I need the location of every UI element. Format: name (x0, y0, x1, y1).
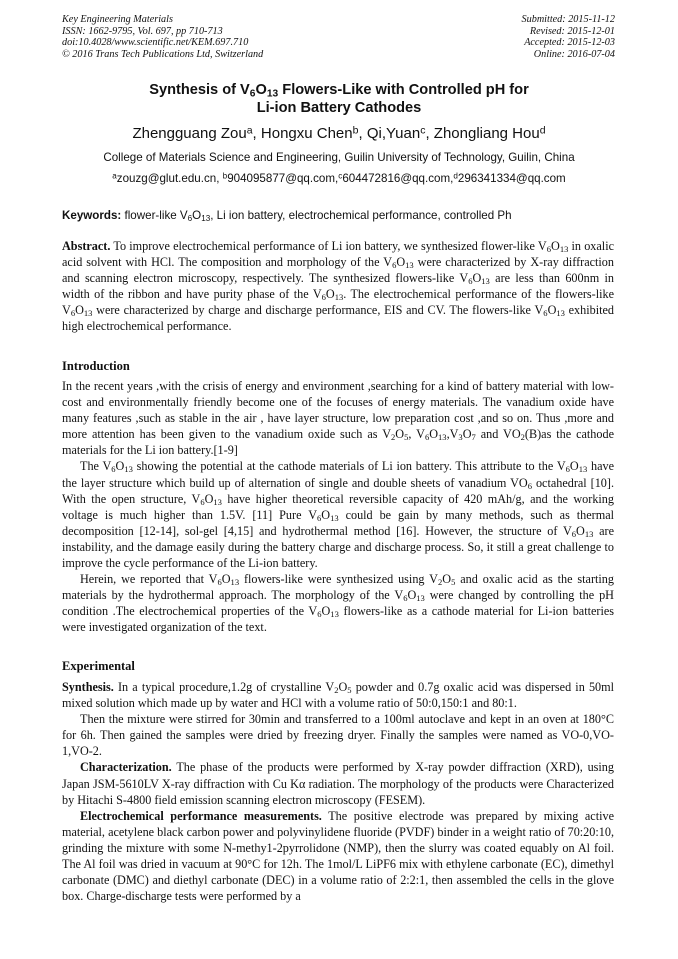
introduction-heading: Introduction (62, 359, 130, 373)
email[interactable]: $^c$604472816@qq.com, (338, 171, 454, 185)
abstract-text: To improve electrochemical performance of Li ion battery, we synthesized flower-like $V_6O_{13}$ in oxalic acid solvent with HCl. The composition and morphology of the $V_6O_{13}$ were characterized by X-ray diffraction and scanning electron microscopy, respectively. The synthesized flowers-like $V_6O_{13}$ are less than 600nm in width of the ribbon and have purity phase of the $V_6O_{13}$. The electrochemical performance of the flowers-like $V_6O_{13}$ were characterized by charge and discharge performance, EIS and CV. The flowers-like $V_6O_{13}$ exhibited high electrochemical performance. (62, 239, 614, 334)
synthesis-paragraph-2: Then the mixture were stirred for 30min and transferred to a 100ml autoclave and kept in an oven at 180°C for 6h. Then gained the samples were dried by freezing dryer. Finally the samples were named as VO-0,VO-1,VO-2. (62, 712, 614, 759)
intro-paragraph: In the recent years ,with the crisis of energy and environment ,searching for a kind of battery material with low-cost and environmentally friendly become one of the focuses of energy materials. The vanadium oxide have many features ,such as stable in the air , have layer structure, low preparation cost ,and so on. Thus ,more and more attention has been given to the vanadium oxide such as $V_2O_5$, $V_6O_{13},V_3O_7$ and $VO_2(B)as$ the cathode materials for the Li ion battery.[1-9] (62, 379, 615, 458)
journal-issn: ISSN: 1662-9795, Vol. 697, pp 710-713 (62, 25, 223, 37)
email[interactable]: $^b$904095877@qq.com, (222, 171, 339, 185)
journal-copyright: © 2016 Trans Tech Publications Ltd, Switzerland (62, 48, 264, 60)
intro-paragraph: Herein, we reported that $V_6O_{13}$ flowers-like were synthesized using $V_2O_5$ and oxalic acid as the starting materials by the hydrothermal approach. The morphology of the $V_6O_{13}$ were changed by controlling the pH condition .The electrochemical properties of the $V_6O_{13}$ flowers-like as a cathode material for Li-ion batteries were investigated organization of the text. (62, 572, 614, 635)
author: Hongxu Chen$^b$, (260, 124, 367, 142)
author: Qi,Yuan$^c$, (366, 124, 434, 142)
abstract (62, 238, 614, 335)
experimental-heading: Experimental (62, 659, 135, 673)
submission-dates (522, 14, 615, 60)
synthesis-label: Synthesis. (62, 680, 114, 694)
journal-info (62, 14, 263, 60)
keywords-label: Keywords: (62, 209, 122, 222)
introduction-section (62, 378, 614, 636)
characterization-label: Characterization. (80, 760, 172, 775)
author-emails (62, 172, 616, 186)
journal-doi[interactable]: doi:10.4028/www.scientific.net/KEM.697.710 (62, 37, 249, 49)
date-revised: Revised: 2015-12-01 (529, 25, 615, 37)
electrochemical-paragraph: Electrochemical performance measurements. The positive electrode was prepared by mixing active material, acetylene black carbon power and polyvinylidene fluoride (PVDF) binder in a weight ratio of 70:20:10, grinding the mixture with some N-methy1-2pyrrolidone (NMP), then the slurry was coated equably on Al foil. The Al foil was dried in vacuum at 90°C for 12h. The 1mol/L LiPF6 mix with ethylene carbonate (EC), dimethyl carbonate (DMC) and diethyl carbonate (DEC) in a volume ratio of 2:2:1, then assembled the cells in the glove box. Charge-discharge tests were performed by a (62, 808, 614, 904)
electrochemical-label: Electrochemical performance measurements. (80, 808, 322, 823)
paper-title (62, 81, 616, 117)
email[interactable]: $^a$zouzg@glut.edu.cn, (112, 171, 223, 185)
author: Zhongliang Hou$^d$ (433, 124, 546, 142)
abstract-paragraph (62, 238, 614, 335)
email[interactable]: $^d$296341334@qq.com (453, 171, 566, 185)
title-line-1: Synthesis of $V_6O_{13}$ Flowers-Like with Controlled pH for (149, 82, 529, 100)
experimental-section (62, 679, 614, 904)
author: Zhengguang Zou$^a$, (132, 124, 261, 142)
affiliation: College of Materials Science and Engineering, Guilin University of Technology, Guilin, China (103, 151, 575, 164)
date-submitted: Submitted: 2015-11-12 (521, 14, 615, 25)
intro-paragraph: The $V_6O_{13}$ showing the potential at the cathode materials of Li ion battery. This attribute to the $V_6O_{13}$ have the layer structure which build up of alternation of single and double sheets of vanadium $VO_6$ octahedral [10]. With the open structure, $V_6O_{13}$ have higher theoretical reversible capacity of 420 mAh/g, and the working voltage is much higher than 1.5V. [11] Pure $V_6O_{13}$ could be gain by many methods, such as thermal decomposition [12-14], sol-gel [4,15] and hydrothermal method [16]. However, the structure of $V_6O_{13}$ are instability, and the damage easily during the battery charge and discharge process. So, it still a great challenge to improve the cycle performance of the Li-ion battery. (62, 459, 614, 571)
keywords: Keywords: flower-like $V_6O_{13}$, Li ion battery, electrochemical performance, controlled Ph (62, 209, 512, 224)
synthesis-paragraph: Synthesis. In a typical procedure,1.2g of crystalline $V_2O_5$ powder and 0.7g oxalic acid was dispersed in 50ml mixed solution which made up by water and HCl with a volume ratio of 50:0,150:1 and 80:1. (62, 680, 614, 711)
author-list (62, 125, 616, 143)
date-online: Online: 2016-07-04 (533, 48, 615, 60)
abstract-label: Abstract. (62, 239, 111, 253)
date-accepted: Accepted: 2015-12-03 (524, 37, 615, 49)
characterization-paragraph: Characterization. The phase of the products were performed by X-ray powder diffraction (XRD), using Japan JSM-5610LV X-ray diffraction with Cu Kα radiation. The morphology of the products were Characterized by Hitachi S-4800 field emission scanning electron microscopy (FESEM). (62, 760, 614, 807)
journal-name: Key Engineering Materials (62, 14, 173, 25)
title-line-2: Li-ion Battery Cathodes (256, 100, 422, 116)
